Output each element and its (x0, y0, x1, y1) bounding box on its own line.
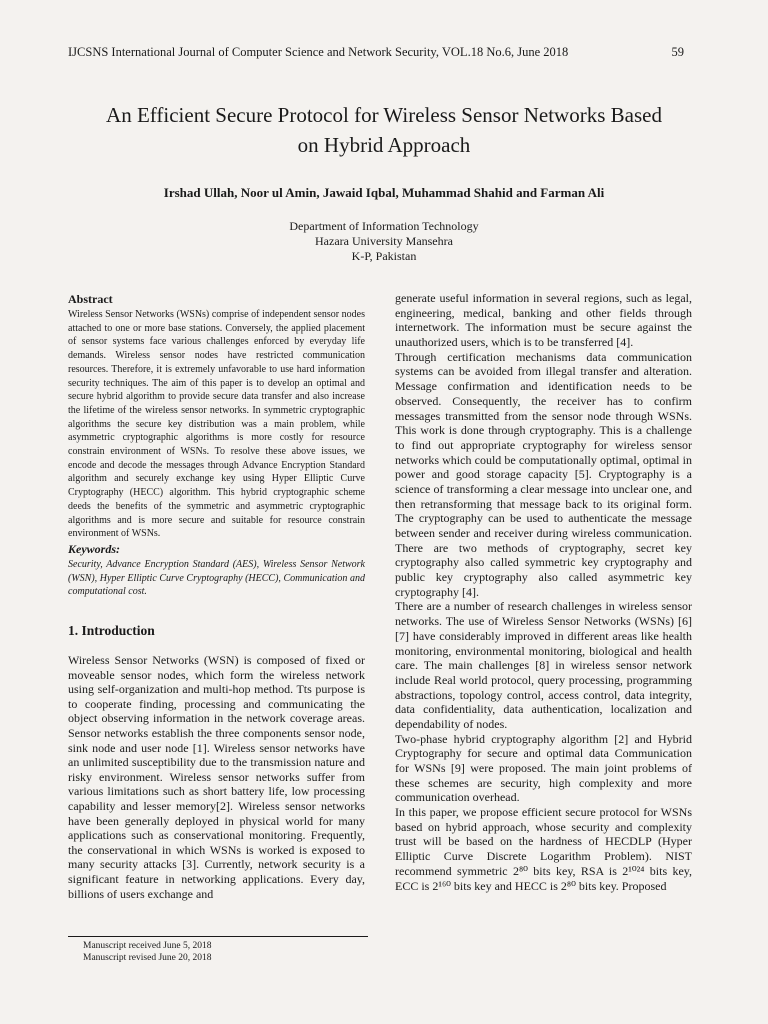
page-number: 59 (671, 45, 684, 59)
title-line-1: An Efficient Secure Protocol for Wireless Sensor Networks Based (106, 103, 662, 127)
running-header (68, 45, 684, 60)
title-line-2: on Hybrid Approach (297, 133, 471, 157)
affiliation-university: Hazara University Mansehra (315, 234, 453, 248)
abstract-body: Wireless Sensor Networks (WSNs) comprise of independent sensor nodes attached to one or more base stations. Conversely, the applied placement of sensor systems face various challenges enforced by everyday life demands. Wireless sensor nodes have restricted communication resources. Therefore, it is extremely unfavorable to use hard information security techniques. The aim of this paper is to develop an optimal and secure hybrid algorithm to provide secure data transfer and also increase the lifetime of the wireless sensor networks. In symmetric cryptographic algorithms the secure key distribution was a main problem, while asymmetric cryptographic algorithms is more costly for resource constrain environment of WSNs. To resolve these above issues, we encode and decode the messages through Advance Encryption Standard algorithm and securely exchange key using Hyper Elliptic Curve Cryptography (HECC) algorithm. This hybrid cryptographic scheme deeds the benefits of the symmetric and asymmetric cryptographic algorithms and is more secure and suitable for resource constrain environment of WSNs. (68, 309, 365, 540)
intro-paragraph-certification: Through certification mechanisms data communication systems can be avoided from illegal transfer and alteration. Message confirmation and identification needs to be observed. Consequently, the receiver has to confirm messages transmitted from the sensor node through WSNs. This work is done through cryptography. This is a challenge to find out appropriate cryptography for wireless sensor networks which could be computationally optimal, optimal in power and good storage capacity [5]. Cryptography is a science of transforming a clear message into unclear one, and then retransforming that message back to its original form. The cryptography can be used to authenticate the message between sender and receiver during wireless communication. There are two methods of cryptography, secret key cryptography also called symmetric key cryptography and public key cryptography also called asymmetric key cryptography [4]. (395, 349, 692, 599)
intro-paragraph-proposal: In this paper, we propose efficient secure protocol for WSNs based on hybrid approach, whose security and complexity trust will be based on the hardness of HECDLP (Hyper Elliptic Curve Discrete Logarithm Problem). NIST recommend symmetric 2⁸⁰ bits key, RSA is 2¹⁰²⁴ bits key, ECC is 2¹⁶⁰ bits key and HECC is 2⁸⁰ bits key. Proposed (395, 805, 692, 893)
keywords-heading: Keywords: (68, 541, 120, 556)
introduction-heading: 1. Introduction (68, 623, 155, 639)
abstract-heading: Abstract (68, 292, 113, 306)
manuscript-footnote (68, 936, 368, 964)
introduction-paragraph: Wireless Sensor Networks (WSN) is composed of fixed or moveable sensor nodes, which form the wireless network using self-organization and multi-hop method. Tts purpose is to cooperate finding, processing and communicating the object observing information in the network coverage areas. Sensor networks establish the three components sensor node, sink node and user node [1]. Wireless sensor networks have an unlimited susceptibility due to the transmission nature and risky environment. Wireless sensor networks suffer from various limitations such as short battery life, low processing capability and lesser memory[2]. Wireless sensor networks have been generally deployed in physical world for many applications such as conservational monitoring. Frequently, the conservational in which WSNs is worked is exposed to many security attacks [3]. Currently, network security is a significant feature in networking applications. Every day, billions of users exchange and (68, 653, 365, 901)
left-column (68, 292, 365, 901)
intro-paragraph-continued: generate useful information in several regions, such as legal, engineering, medical, banking and other fields through internetwork. The information must be secure against the unauthorized users, which is to be transferred [4]. (395, 291, 692, 350)
footnote-received: Manuscript received June 5, 2018 (83, 941, 212, 951)
journal-header: IJCSNS International Journal of Computer Science and Network Security, VOL.18 No.6, June 2018 (68, 45, 569, 59)
footnote-revised: Manuscript revised June 20, 2018 (83, 952, 212, 963)
affiliation (40, 219, 728, 264)
intro-paragraph-challenges: There are a number of research challenges in wireless sensor networks. The use of Wireless Sensor Networks (WSNs) [6] [7] have considerably improved in different areas like health monitoring, environmental monitoring, biological and health care. The main challenges [8] in wireless sensor network include Real world protocol, query processing, programming abstractions, topology control, access control, data integrity, data confidentiality, data authentication, localization and dependability of nodes. (395, 599, 692, 731)
affiliation-location: K-P, Pakistan (351, 249, 417, 263)
intro-paragraph-hybrid: Two-phase hybrid cryptography algorithm [2] and Hybrid Cryptography for secure and optimal data Communication for WSNs [9] were proposed. The main joint problems of these schemes are security, high complexity and more communication overhead. (395, 731, 692, 805)
right-column (395, 291, 692, 893)
author-list: Irshad Ullah, Noor ul Amin, Jawaid Iqbal, Muhammad Shahid and Farman Ali (163, 185, 605, 200)
affiliation-department: Department of Information Technology (289, 219, 479, 233)
paper-title (40, 100, 728, 160)
keywords-body: Security, Advance Encryption Standard (AES), Wireless Sensor Network (WSN), Hyper Elliptic Curve Cryptography (HECC), Communication and computational cost. (68, 558, 365, 598)
